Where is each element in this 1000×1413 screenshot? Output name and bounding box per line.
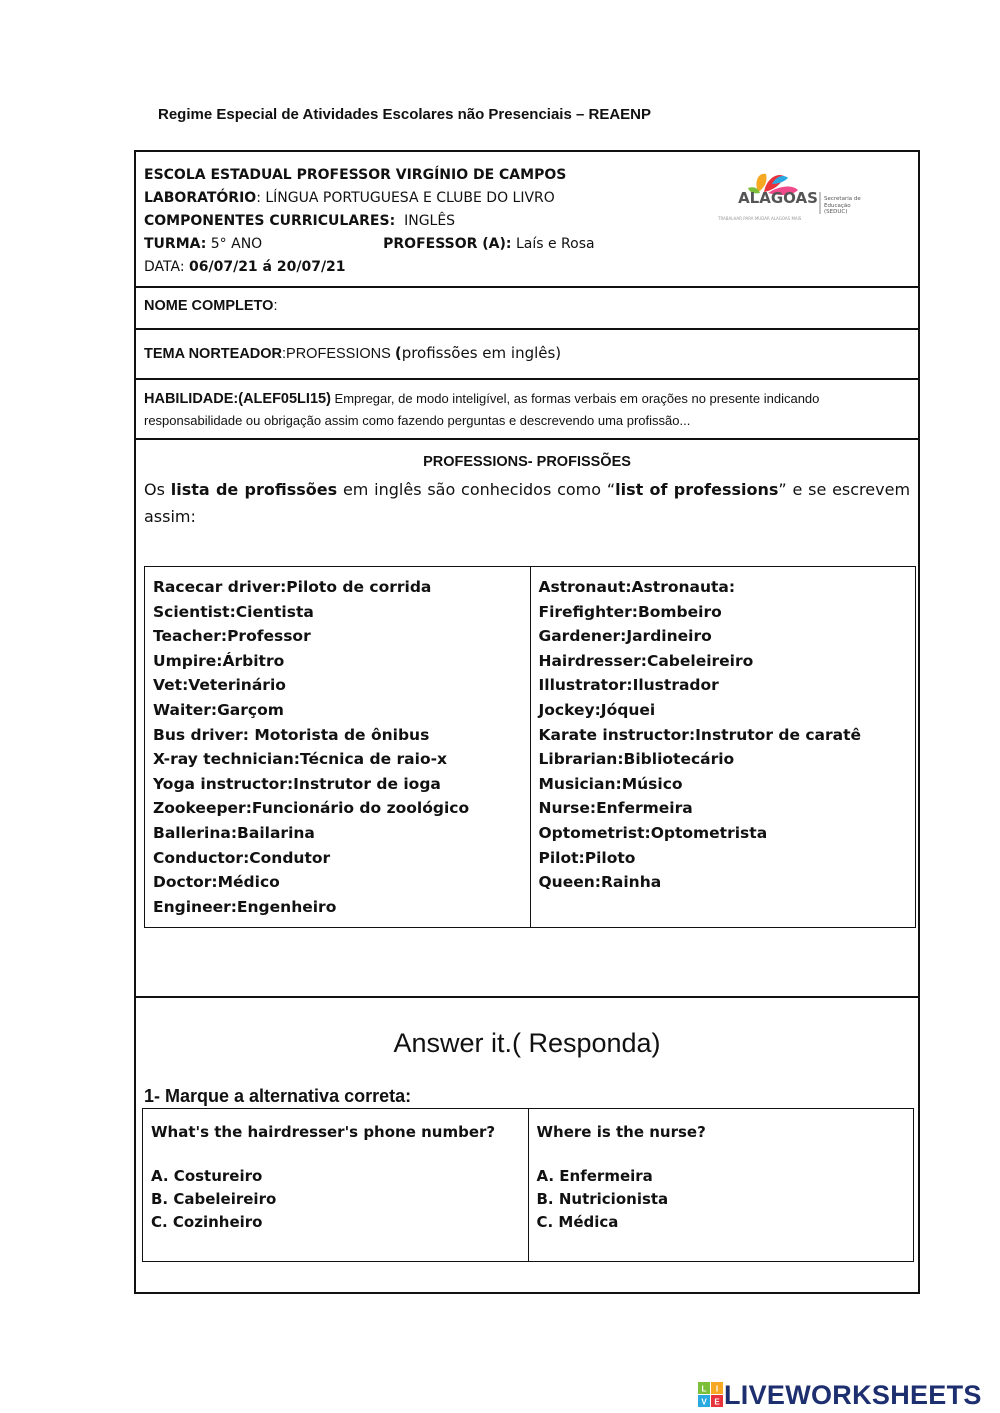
question-1-option-a[interactable]: A. Costureiro: [151, 1167, 263, 1185]
professions-table: [144, 566, 916, 928]
list-item: Gardener:Jardineiro: [538, 627, 712, 646]
full-name-row: [136, 288, 918, 330]
components-line: COMPONENTES CURRICULARES: INGLÊS: [144, 213, 456, 229]
professions-intro: Os lista de profissões em inglês são conhecidos como “list of professions” e se escrevem assim:: [144, 480, 911, 526]
question-2-text: Where is the nurse?: [536, 1123, 706, 1141]
liveworksheets-watermark: [698, 1380, 982, 1410]
question-heading: 1- Marque a alternativa correta:: [144, 1086, 412, 1106]
list-item: Racecar driver:Piloto de corrida: [153, 578, 432, 596]
live-badge-i: I: [715, 1384, 719, 1394]
questions-table: [142, 1108, 914, 1262]
lab-line: LABORATÓRIO: LÍNGUA PORTUGUESA E CLUBE DO LIVRO: [144, 190, 555, 206]
list-item: Pilot:Piloto: [538, 848, 636, 867]
question-1-option-b[interactable]: B. Cabeleireiro: [151, 1190, 277, 1208]
logo-tagline: TRABALHAR PARA MUDAR ALAGOAS MAIS: [718, 216, 802, 221]
theme-translation: profissões em inglês): [401, 344, 562, 362]
theme-label: TEMA NORTEADOR: [144, 346, 283, 362]
question-1-option-c[interactable]: C. Cozinheiro: [151, 1213, 263, 1231]
list-item: X-ray technician:Técnica de raio-x: [153, 750, 448, 769]
skill-row: [136, 380, 918, 440]
live-badge-icon: [698, 1382, 724, 1408]
theme-value: :PROFESSIONS: [282, 346, 395, 362]
list-item: Queen:Rainha: [538, 873, 662, 892]
full-name-label: NOME COMPLETO: [144, 298, 274, 314]
full-name-colon: :: [273, 298, 278, 314]
live-badge-e: E: [714, 1397, 720, 1407]
list-item: Illustrator:Ilustrador: [538, 676, 719, 695]
list-item: Yoga instructor:Instrutor de ioga: [153, 774, 441, 793]
question-1-text: What's the hairdresser's phone number?: [151, 1123, 496, 1141]
logo-brand: ALAGOAS: [738, 189, 818, 207]
list-item: Scientist:Cientista: [153, 602, 314, 621]
list-item: Hairdresser:Cabeleireiro: [538, 651, 754, 670]
class-teacher-line: TURMA: 5° ANO PROFESSOR (A): Laís e Rosa: [144, 236, 595, 252]
list-item: Musician:Músico: [538, 774, 683, 793]
list-item: Engineer:Engenheiro: [153, 897, 337, 916]
professions-col-right: [530, 567, 916, 927]
professions-section: [136, 440, 918, 998]
liveworksheets-text: LIVEWORKSHEETS: [724, 1379, 982, 1410]
professions-title: PROFESSIONS- PROFISSÕES: [423, 454, 631, 470]
logo-dept: Secretaria de Educação (SEDUC): [824, 196, 861, 215]
list-item: Teacher:Professor: [153, 627, 311, 646]
school-name: ESCOLA ESTADUAL PROFESSOR VIRGÍNIO DE CAMPOS: [144, 167, 567, 183]
question-1: [143, 1109, 528, 1261]
date-line: DATA: 06/07/21 á 20/07/21: [144, 259, 346, 275]
list-item: Firefighter:Bombeiro: [538, 602, 722, 621]
list-item: Zookeeper:Funcionário do zoológico: [153, 799, 470, 818]
live-badge-l: L: [701, 1384, 707, 1394]
alagoas-logo: [714, 162, 864, 222]
list-item: Doctor:Médico: [153, 873, 280, 892]
school-header: [136, 152, 918, 288]
list-item: Librarian:Bibliotecário: [538, 750, 735, 769]
answer-title: Answer it.( Responda): [393, 1028, 661, 1058]
list-item: Jockey:Jóquei: [538, 700, 656, 719]
list-item: Bus driver: Motorista de ônibus: [153, 725, 430, 744]
page-header-title: Regime Especial de Atividades Escolares não Presenciais – REAENP: [158, 106, 652, 123]
skill-label: HABILIDADE:(ALEF05LI15): [144, 391, 331, 407]
question-2-option-c[interactable]: C. Médica: [536, 1213, 619, 1231]
list-item: Vet:Veterinário: [153, 676, 286, 695]
list-item: Conductor:Condutor: [153, 848, 331, 867]
list-item: Umpire:Árbitro: [153, 651, 285, 670]
list-item: Optometrist:Optometrista: [538, 823, 768, 842]
professions-col-left: [145, 567, 530, 927]
skill-text: Empregar, de modo inteligível, as formas verbais em orações no presente indicando responsabilidade ou obrigação assim como fazendo perguntas e descrevendo uma profissão...: [144, 391, 820, 428]
list-item: Astronaut:Astronauta:: [538, 578, 736, 596]
theme-row: TEMA NORTEADOR:PROFESSIONS (profissões em inglês): [136, 330, 918, 380]
list-item: Karate instructor:Instrutor de caratê: [538, 725, 862, 744]
live-badge-v: V: [701, 1397, 707, 1407]
question-2: [528, 1109, 914, 1261]
list-item: Ballerina:Bailarina: [153, 823, 315, 842]
worksheet-frame: [134, 150, 920, 1294]
list-item: Waiter:Garçom: [153, 700, 284, 719]
list-item: Nurse:Enfermeira: [538, 799, 693, 818]
question-2-option-b[interactable]: B. Nutricionista: [536, 1190, 669, 1208]
question-2-option-a[interactable]: A. Enfermeira: [536, 1167, 653, 1185]
